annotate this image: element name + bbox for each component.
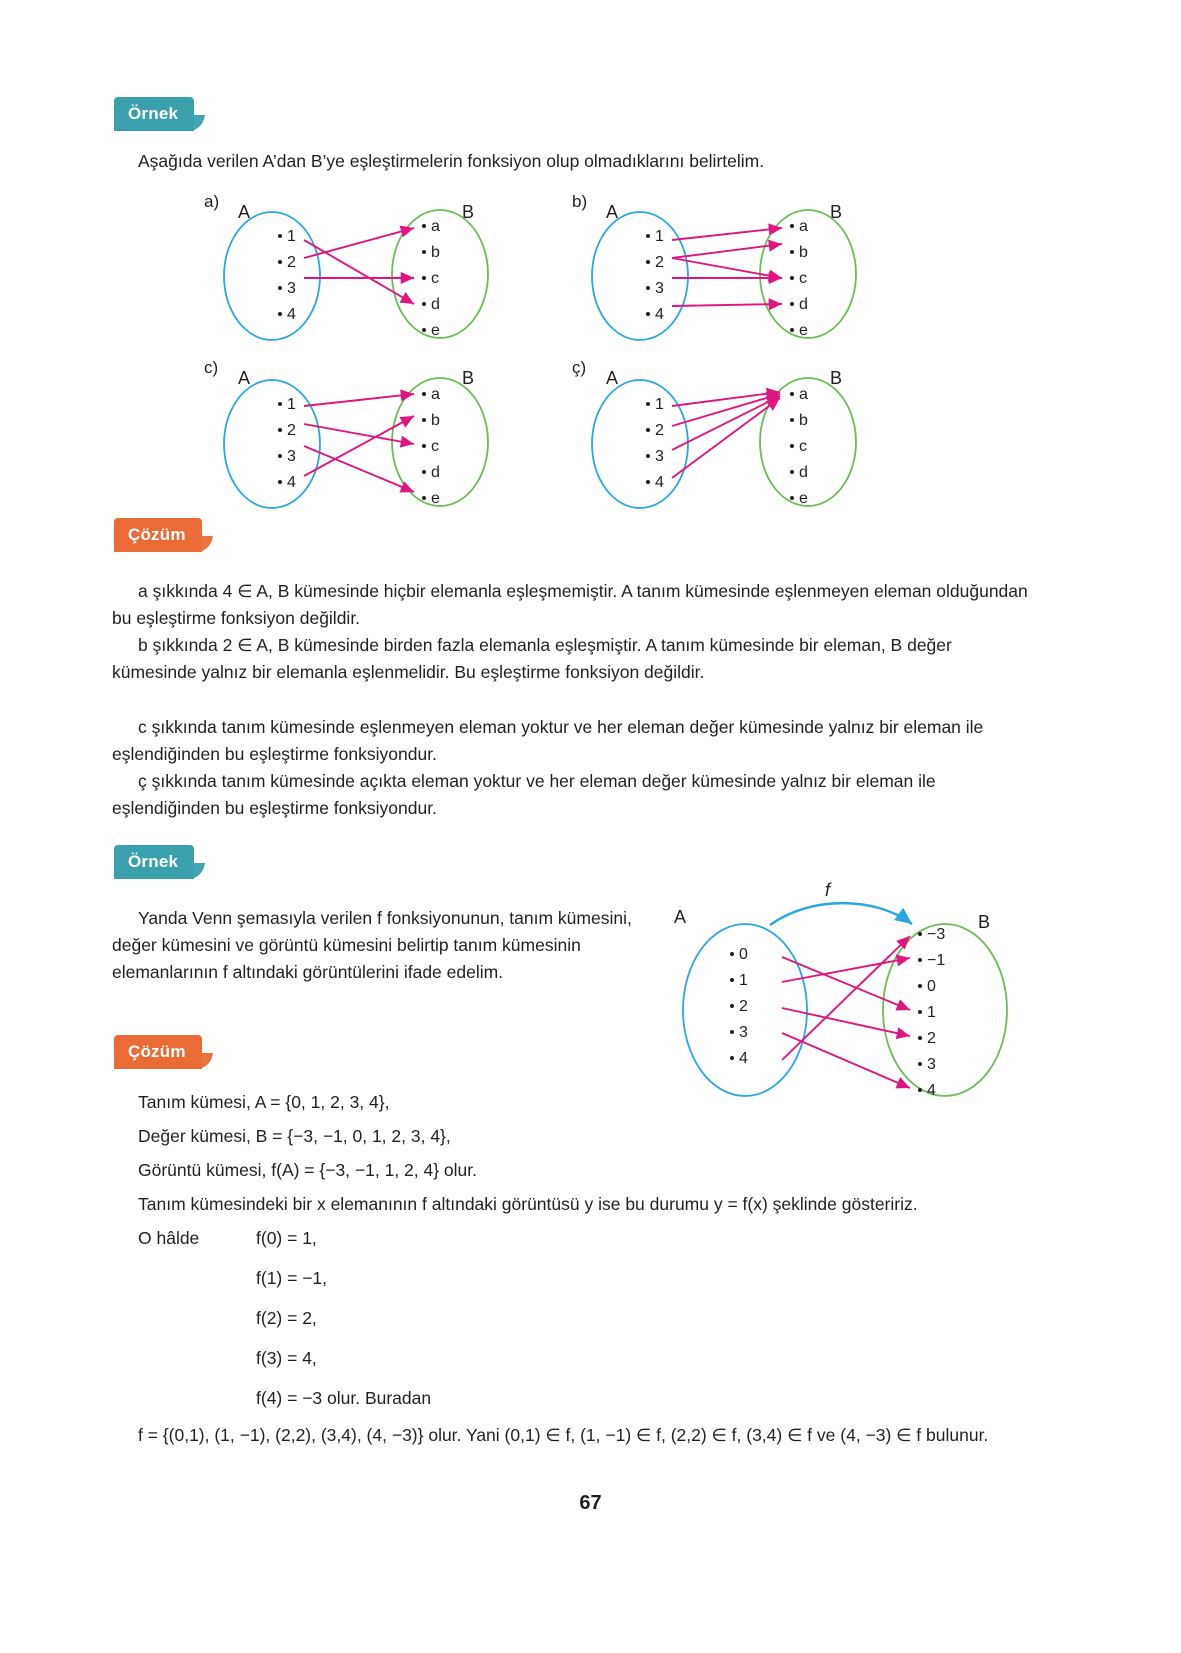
venn-cc-left-item-2: 3 [646,448,664,466]
bullet-icon [790,496,794,500]
venn-f-left-item-3: 3 [730,1024,748,1042]
venn-f-left-item-0: 0 [730,946,748,964]
bullet-icon [422,328,426,332]
venn-b-left-item-3: 4 [646,306,664,324]
ornek-tab-2-label: Örnek [128,852,179,871]
bullet-icon [790,250,794,254]
bullet-icon [422,496,426,500]
venn-f-left-item-2: 2 [730,998,748,1016]
ornek-tab-2 [114,845,194,879]
bullet-icon [278,260,282,264]
solution-2-line-3: Tanım kümesindeki bir x elemanının f altındaki görüntüsü y ise bu durumu y = f(x) şeklinde gösteririz. [138,1194,918,1214]
solution-2-value-4: f(4) = −3 olur. Buradan [256,1388,432,1408]
venn-c-left-item-3: 4 [278,474,296,492]
bullet-icon [278,312,282,316]
bullet-icon [918,984,922,988]
bullet-icon [278,286,282,290]
venn-f-svg [660,880,1060,1120]
solution-2-value-3: f(3) = 4, [256,1348,317,1368]
bullet-icon [790,444,794,448]
bullet-icon [730,1056,734,1060]
solution-2-value-0: f(0) = 1, [256,1228,317,1248]
bullet-icon [422,250,426,254]
bullet-icon [918,1088,922,1092]
ornek-tab-1 [114,97,194,131]
bullet-icon [790,418,794,422]
venn-c-right-item-4: e [422,490,440,508]
venn-f-right-item-3: 1 [918,1004,936,1022]
page-number: 67 [579,1492,602,1514]
bullet-icon [646,402,650,406]
venn-a-right-item-2: c [422,270,439,288]
venn-f-right-item-4: 2 [918,1030,936,1048]
bullet-icon [790,328,794,332]
cozum-tab-2-label: Çözüm [128,1042,186,1061]
venn-c-left-item-0: 1 [278,396,296,414]
venn-b-right-item-3: d [790,296,808,314]
bullet-icon [790,224,794,228]
venn-cc-left-item-3: 4 [646,474,664,492]
bullet-icon [646,260,650,264]
venn-a-left-item-0: 1 [278,228,296,246]
cozum-tab-1 [114,518,202,552]
bullet-icon [422,444,426,448]
venn-diagram-c [200,358,520,517]
bullet-icon [646,312,650,316]
case-label-b: b) [572,192,588,211]
bullet-icon [422,302,426,306]
venn-f-left-item-4: 4 [730,1050,748,1068]
solution-1-paragraph-2: c şıkkında tanım kümesinde eşlenmeyen eleman yoktur ve her eleman değer kümesinde yalnız bir eleman ile eşlendiğinden bu eşleştirme fonksiyondur. [112,717,984,765]
venn-cc-right-item-2: c [790,438,807,456]
bullet-icon [278,454,282,458]
solution-2-final: f = {(0,1), (1, −1), (2,2), (3,4), (4, −3)} olur. Yani (0,1) ∈ f, (1, −1) ∈ f, (2,2) ∈ f, (3,4) ∈ f ve (4, −3) ∈ f bulunur. [138,1425,989,1445]
bullet-icon [730,1004,734,1008]
set-label-cc-left: A [606,368,619,388]
bullet-icon [918,932,922,936]
bullet-icon [918,958,922,962]
venn-a-left-item-3: 4 [278,306,296,324]
venn-f-right-item-2: 0 [918,978,936,996]
venn-diagram-a [200,192,520,346]
venn-f-right-item-0: −3 [918,926,945,944]
set-label-cc-right: B [830,368,843,388]
venn-diagram-f [660,880,1060,1120]
venn-b-right-item-2: c [790,270,807,288]
bullet-icon [422,418,426,422]
venn-c-left-item-2: 3 [278,448,296,466]
venn-a-right-item-4: e [422,322,440,340]
venn-cc-right-item-1: b [790,412,808,430]
venn-c-right-item-2: c [422,438,439,456]
solution-2-value-2: f(2) = 2, [256,1308,317,1328]
function-label-f: f [825,880,831,900]
bullet-icon [730,978,734,982]
bullet-icon [790,392,794,396]
case-label-c: c) [204,358,219,377]
venn-f-right-item-5: 3 [918,1056,936,1074]
set-label-a-left: A [238,202,251,222]
venn-a-right-item-1: b [422,244,440,262]
venn-a-right-item-0: a [422,218,440,236]
bullet-icon [646,480,650,484]
cozum-tab-2 [114,1035,202,1069]
venn-b-right-item-0: a [790,218,808,236]
solution-2-line-2: Görüntü kümesi, f(A) = {−3, −1, 1, 2, 4} olur. [138,1160,478,1180]
venn-cc-left-item-0: 1 [646,396,664,414]
bullet-icon [646,428,650,432]
bullet-icon [730,1030,734,1034]
cozum-tab-1-label: Çözüm [128,525,186,544]
solution-2-ohalde: O hâlde [138,1228,200,1248]
venn-f-left-item-1: 1 [730,972,748,990]
venn-f-right-item-1: −1 [918,952,945,970]
case-label-c-cedilla: ç) [572,358,587,377]
set-label-b-left: A [606,202,619,222]
venn-cc-right-item-0: a [790,386,808,404]
bullet-icon [422,392,426,396]
set-label-c-right: B [462,368,475,388]
venn-b-right-item-4: e [790,322,808,340]
ornek-tab-1-label: Örnek [128,104,179,123]
bullet-icon [646,286,650,290]
venn-a-left-item-1: 2 [278,254,296,272]
venn-cc-right-item-4: e [790,490,808,508]
solution-1-paragraph-0: a şıkkında 4 ∈ A, B kümesinde hiçbir elemanla eşleşmemiştir. A tanım kümesinde eşlenmeyen eleman olduğundan bu eşleştirme fonksiyon değildir. [112,581,1028,629]
solution-1-paragraph-1: b şıkkında 2 ∈ A, B kümesinde birden fazla elemanla eşleşmiştir. A tanım kümesinde bir eleman, B değer kümesinde yalnız bir elemanla eşlenmelidir. Bu eşleştirme fonksiyon değildir. [112,635,952,683]
bullet-icon [646,454,650,458]
bullet-icon [790,302,794,306]
venn-c-svg [200,362,520,517]
venn-b-left-item-0: 1 [646,228,664,246]
bullet-icon [278,428,282,432]
bullet-icon [422,224,426,228]
set-label-a-right: B [462,202,475,222]
bullet-icon [646,234,650,238]
venn-a-left-item-2: 3 [278,280,296,298]
bullet-icon [278,234,282,238]
venn-c-right-item-1: b [422,412,440,430]
set-label-b-right: B [830,202,843,222]
bullet-icon [918,1010,922,1014]
set-label-c-left: A [238,368,251,388]
venn-cc-svg [568,362,888,517]
ornek-2-prompt: Yanda Venn şemasıyla verilen f fonksiyonunun, tanım kümesini, değer kümesini ve görüntü kümesini belirtip tanım kümesinin elemanlarının f altındaki görüntülerini ifade edelim. [112,908,632,983]
venn-a-right-item-3: d [422,296,440,314]
venn-cc-left-item-1: 2 [646,422,664,440]
bullet-icon [422,470,426,474]
set-label-f-left: A [674,907,687,927]
venn-c-right-item-0: a [422,386,440,404]
venn-diagram-c-cedilla [568,358,888,517]
bullet-icon [278,402,282,406]
venn-a-svg [200,196,520,346]
bullet-icon [422,276,426,280]
venn-c-right-item-3: d [422,464,440,482]
venn-c-left-item-1: 2 [278,422,296,440]
bullet-icon [790,276,794,280]
venn-b-right-item-1: b [790,244,808,262]
bullet-icon [918,1062,922,1066]
bullet-icon [790,470,794,474]
bullet-icon [730,952,734,956]
solution-2-line-1: Değer kümesi, B = {−3, −1, 0, 1, 2, 3, 4}, [138,1126,451,1146]
solution-2-line-0: Tanım kümesi, A = {0, 1, 2, 3, 4}, [138,1092,390,1112]
venn-b-svg [568,196,888,346]
solution-2-value-1: f(1) = −1, [256,1268,328,1288]
ornek-1-prompt: Aşağıda verilen A’dan B’ye eşleştirmelerin fonksiyon olup olmadıklarını belirtelim. [138,151,765,171]
solution-1-paragraph-3: ç şıkkında tanım kümesinde açıkta eleman yoktur ve her eleman değer kümesinde yalnız bir eleman ile eşlendiğinden bu eşleştirme fonksiyondur. [112,771,936,819]
venn-f-right-item-6: 4 [918,1082,936,1100]
bullet-icon [918,1036,922,1040]
set-label-f-right: B [978,912,991,932]
venn-diagram-b [568,192,888,346]
venn-b-left-item-1: 2 [646,254,664,272]
venn-b-left-item-2: 3 [646,280,664,298]
case-label-a: a) [204,192,220,211]
bullet-icon [278,480,282,484]
venn-cc-right-item-3: d [790,464,808,482]
